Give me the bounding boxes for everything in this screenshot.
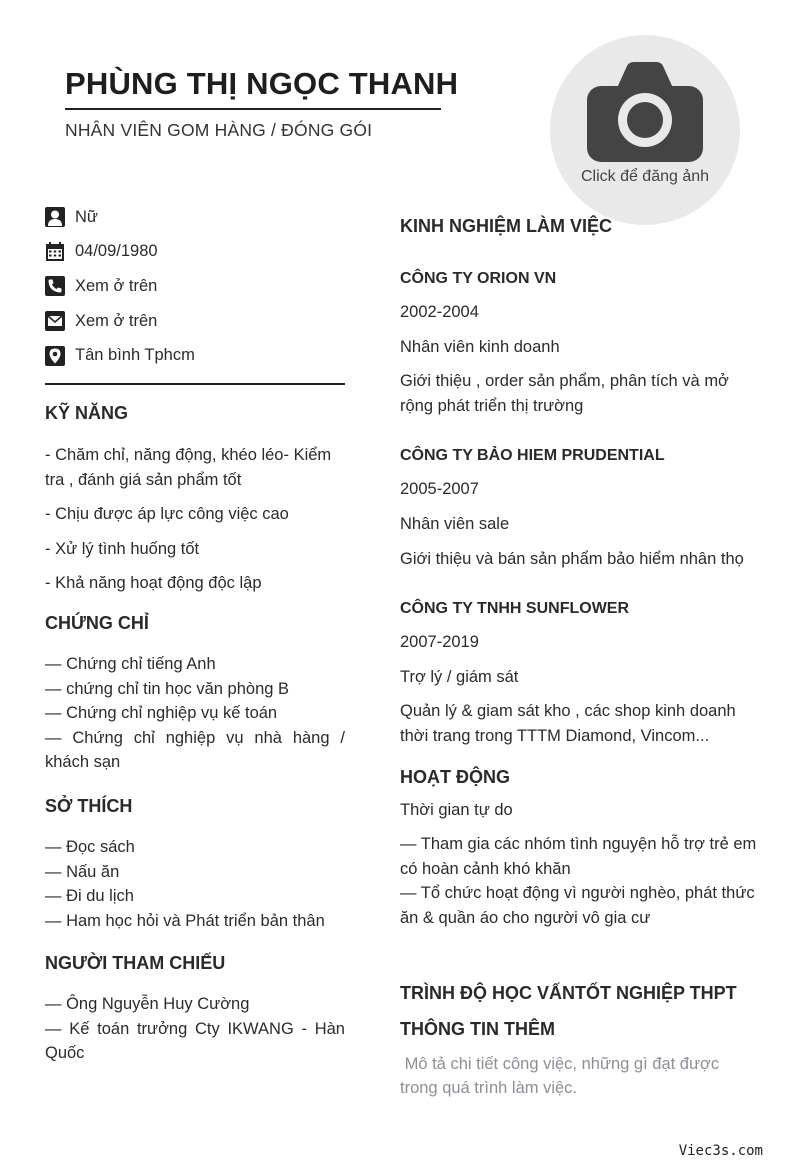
skill-item: - Chịu được áp lực công việc cao: [45, 505, 289, 524]
certificates-list: [45, 652, 345, 775]
dob-row: [45, 235, 345, 270]
certificate-item: — Chứng chỉ nghiệp vụ kế toán: [45, 704, 278, 723]
job-period: 2005-2007: [400, 480, 479, 499]
job-position: Trợ lý / giám sát: [400, 667, 519, 686]
reference-item: — Kế toán trưởng Cty IKWANG - Hàn Quốc: [45, 1019, 345, 1063]
candidate-name: PHÙNG THỊ NGỌC THANH: [65, 66, 441, 110]
skill-item: - Khả năng hoạt động độc lập: [45, 574, 262, 593]
job-title: NHÂN VIÊN GOM HÀNG / ĐÓNG GÓI: [65, 120, 373, 140]
watermark: Viec3s.com: [678, 1143, 763, 1159]
location-pin-icon: [45, 346, 65, 366]
experience-title: KINH NGHIỆM LÀM VIỆC: [400, 216, 613, 236]
email-value: Xem ở trên: [75, 311, 158, 330]
certificate-item: — Chứng chỉ tiếng Anh: [45, 654, 216, 673]
job-company: CÔNG TY ORION VN: [400, 270, 557, 287]
calendar-icon: [45, 242, 65, 262]
certificates-title: CHỨNG CHỈ: [45, 612, 149, 633]
photo-upload-label[interactable]: Click để đăng ảnh: [580, 168, 710, 185]
hobby-item: — Đi du lịch: [45, 887, 134, 906]
additional-description-placeholder[interactable]: Mô tả chi tiết công việc, những gì đạt được trong quá trình làm việc.: [400, 1054, 724, 1098]
activities-title: HOẠT ĐỘNG: [400, 766, 510, 787]
section-divider: [45, 383, 345, 385]
activities-period: Thời gian tự do: [400, 800, 513, 819]
job-position: Nhân viên kinh doanh: [400, 337, 560, 356]
hobbies-title: SỞ THÍCH: [45, 795, 133, 816]
personal-info: [45, 200, 345, 373]
references-title: NGƯỜI THAM CHIẾU: [45, 953, 226, 974]
phone-value: Xem ở trên: [75, 276, 158, 295]
address-row: [45, 338, 345, 373]
person-icon: [45, 207, 65, 227]
hobby-item: — Đọc sách: [45, 837, 135, 856]
camera-icon: [587, 62, 703, 162]
additional-title: THÔNG TIN THÊM: [400, 1018, 555, 1039]
education-title: TRÌNH ĐỘ HỌC VẤN: [400, 982, 575, 1003]
education-row: [400, 983, 760, 1004]
certificate-item: — Chứng chỉ nghiệp vụ nhà hàng / khách sạn: [45, 728, 345, 772]
skill-item: - Chăm chỉ, năng động, khéo léo- Kiểm tra , đánh giá sản phẩm tốt: [45, 445, 332, 489]
job-description: Giới thiệu , order sản phẩm, phân tích và mở rộng phát triển thị trường: [400, 372, 729, 415]
certificate-item: — chứng chỉ tin học văn phòng B: [45, 679, 290, 698]
left-column: [45, 200, 345, 1066]
job-position: Nhân viên sale: [400, 514, 510, 533]
references-list: [45, 992, 345, 1066]
hobbies-list: [45, 835, 345, 933]
cv-header: [65, 66, 459, 141]
activity-item: — Tổ chức hoạt động vì người nghèo, phát thức ăn & quần áo cho người vô gia cư: [400, 884, 755, 927]
job-period: 2007-2019: [400, 633, 479, 652]
hobby-item: — Nấu ăn: [45, 862, 120, 881]
job-company: CÔNG TY TNHH SUNFLOWER: [400, 600, 630, 618]
education-value: TỐT NGHIỆP THPT: [575, 982, 737, 1003]
phone-icon: [45, 276, 65, 296]
gender-row: [45, 200, 345, 235]
phone-row: [45, 269, 345, 304]
job-description: Quản lý & giam sát kho , các shop kinh doanh thời trang trong TTTM Diamond, Vincom...: [400, 702, 736, 745]
job-description: Giới thiệu và bán sản phẩm bảo hiểm nhân thọ: [400, 549, 744, 568]
reference-item: — Ông Nguyễn Huy Cường: [45, 995, 250, 1014]
skills-title: KỸ NĂNG: [45, 402, 129, 423]
activity-item: — Tham gia các nhóm tình nguyện hỗ trợ trẻ em có hoàn cảnh khó khăn: [400, 835, 757, 878]
job-company: CÔNG TY BẢO HIEM PRUDENTIAL: [400, 447, 665, 465]
mail-icon: [45, 311, 65, 331]
address-value: Tân bình Tphcm: [75, 346, 195, 365]
skill-item: - Xử lý tình huống tốt: [45, 539, 200, 558]
gender-value: Nữ: [75, 207, 98, 226]
activities-list: [400, 832, 760, 930]
photo-upload[interactable]: [550, 35, 740, 225]
email-row: [45, 304, 345, 339]
dob-value: 04/09/1980: [75, 242, 158, 261]
job-period: 2002-2004: [400, 303, 479, 321]
hobby-item: — Ham học hỏi và Phát triển bản thân: [45, 911, 325, 930]
right-column: [400, 200, 760, 1101]
